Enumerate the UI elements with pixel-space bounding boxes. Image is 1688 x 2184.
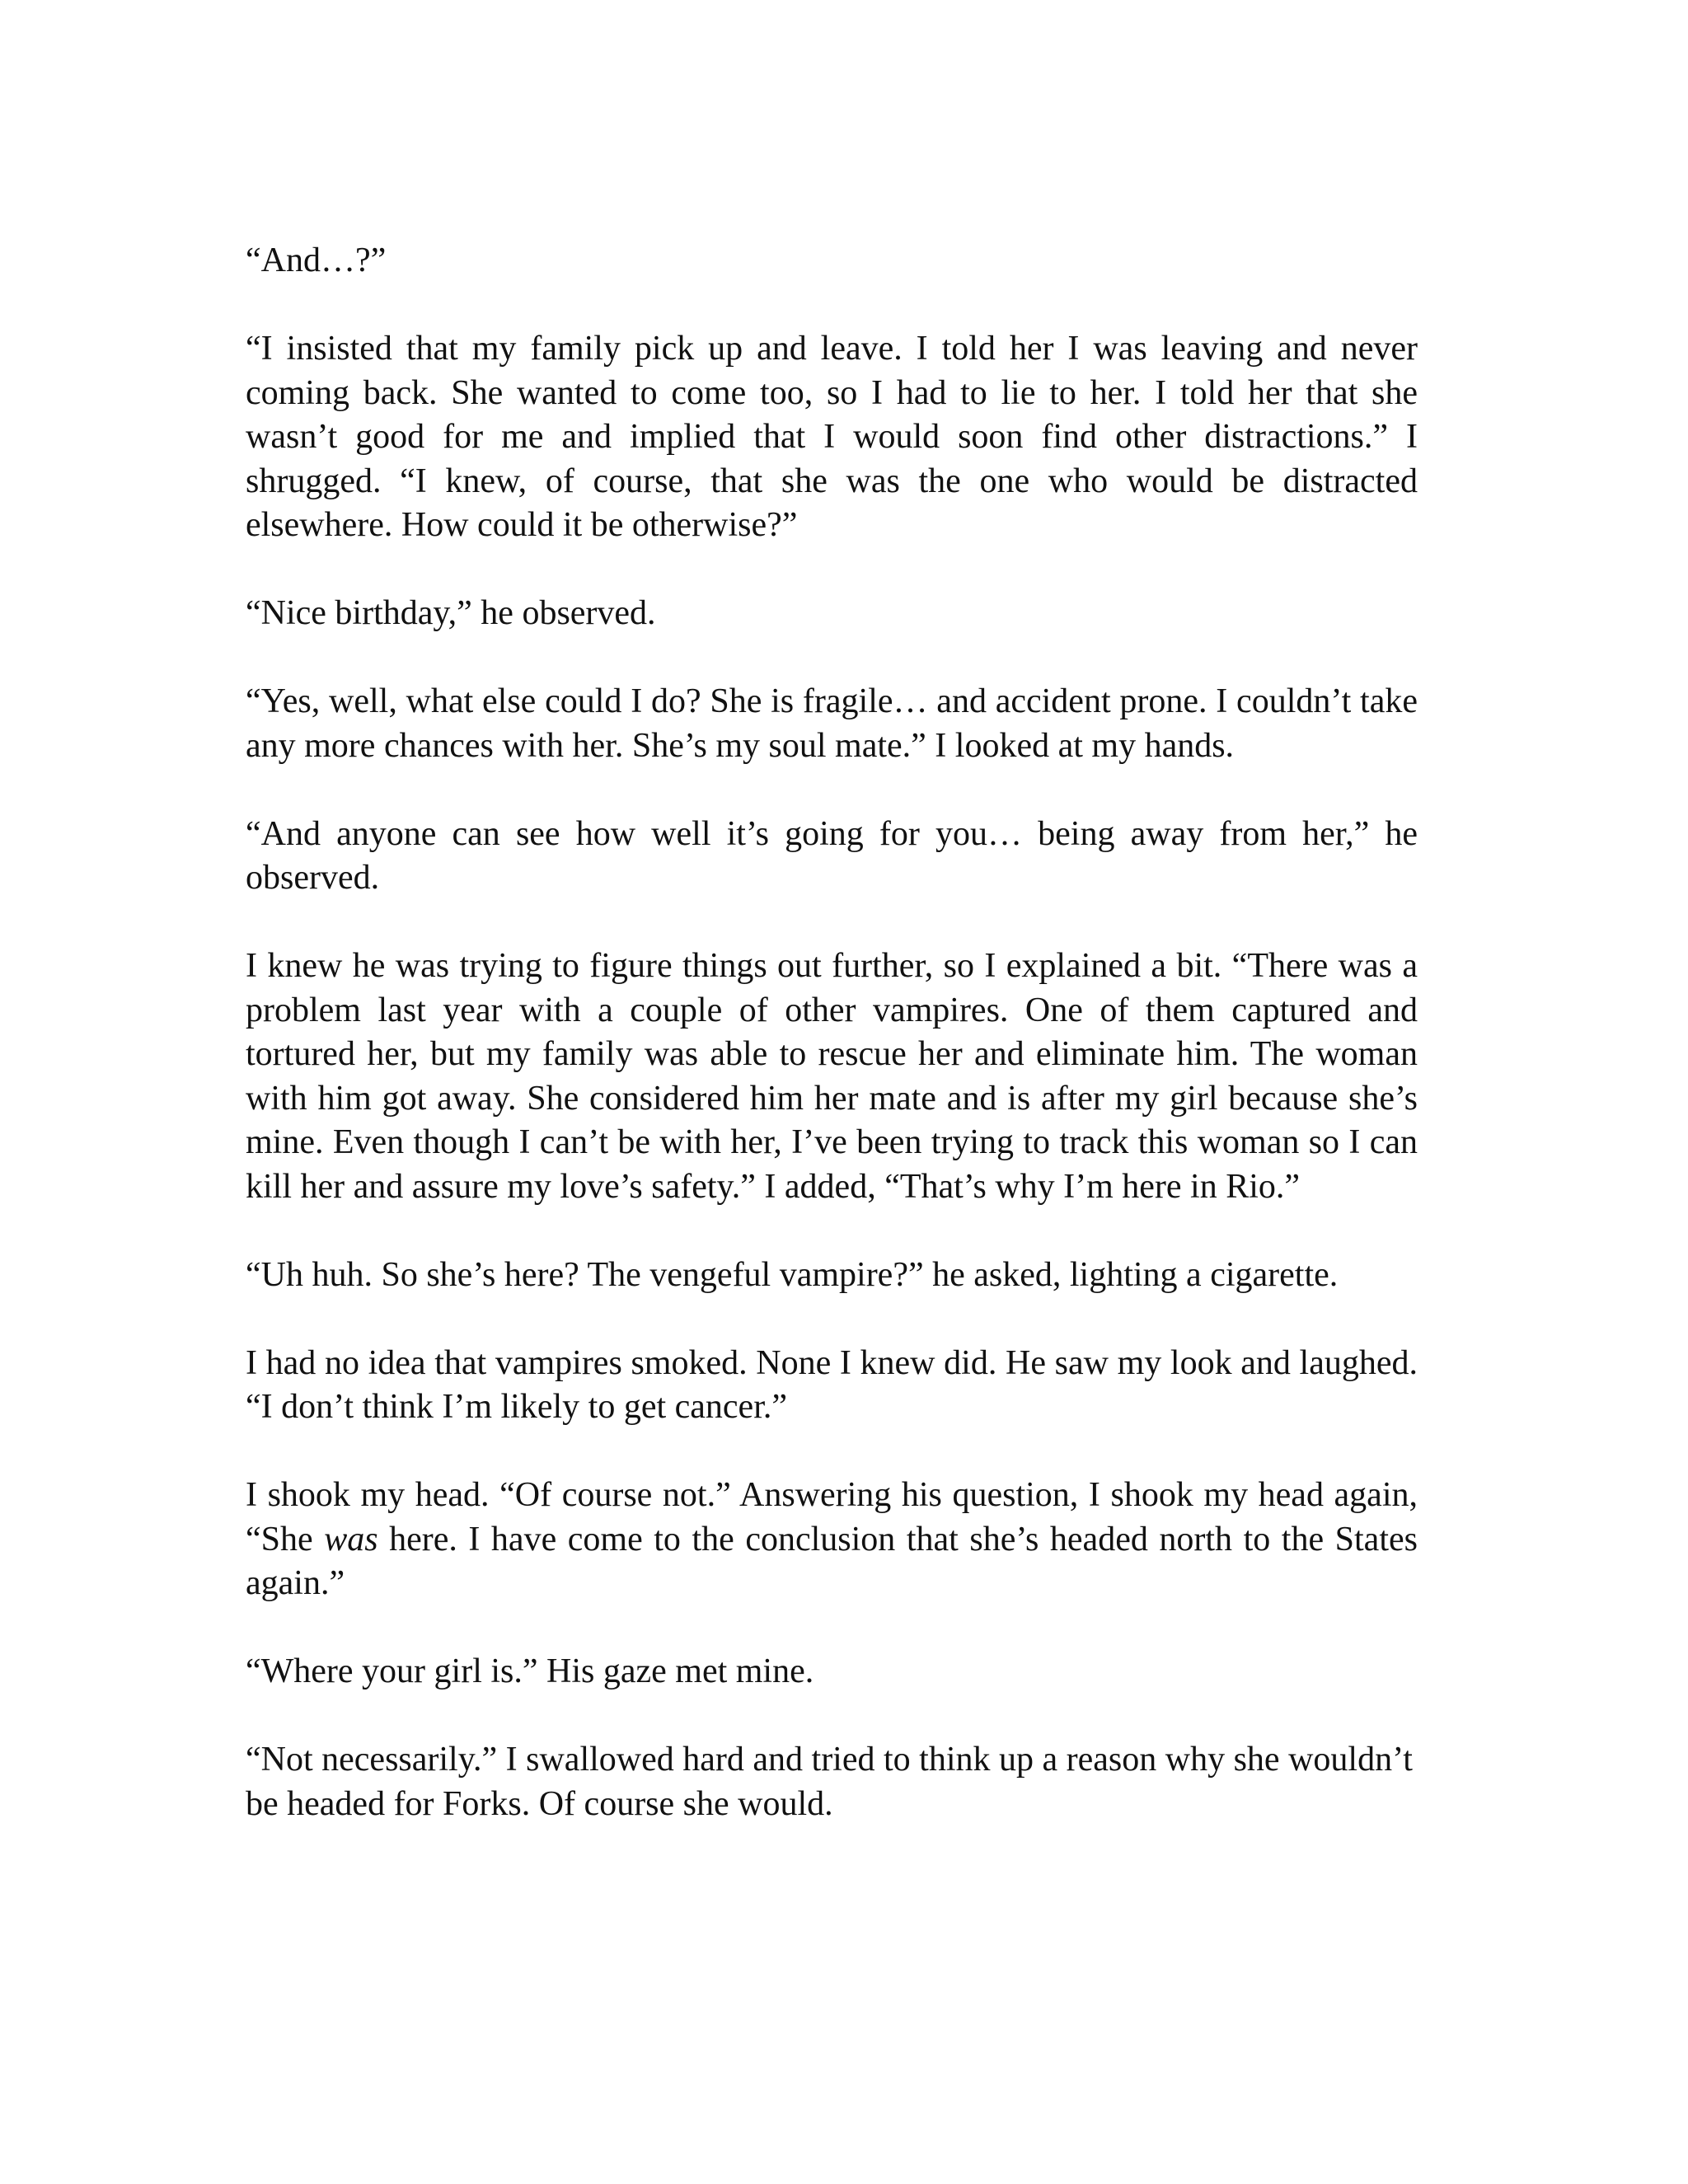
paragraph-5: “And anyone can see how well it’s going for you… being away from her,” he observed. [246,814,1418,897]
document-body [246,239,1418,1826]
paragraph-8: I had no idea that vampires smoked. None I knew did. He saw my look and laughed. “I don’t think I’m likely to get cancer.” [246,1343,1418,1426]
paragraph-3: “Nice birthday,” he observed. [246,594,656,632]
paragraph-4: “Yes, well, what else could I do? She is fragile… and accident prone. I couldn’t take any more chances with her. She’s my soul mate.” I looked at my hands. [246,682,1418,765]
paragraph-2: “I insisted that my family pick up and leave. I told her I was leaving and never coming back. She wanted to come too, so I had to lie to her. I told her that she wasn’t good for me and implied that I would soon find other distractions.” I shrugged. “I knew, of course, that she was the one who would be distracted elsewhere. How could it be otherwise?” [246,330,1418,544]
paragraph-1: “And…?” [246,241,387,279]
paragraph-10: “Where your girl is.” His gaze met mine. [246,1652,814,1690]
paragraph-9-before: I shook my head. “Of course not.” Answering his question, I shook my head again, “She [246,1476,1418,1558]
paragraph-9-emphasis: was [324,1520,378,1558]
paragraph-9 [246,1474,1418,1606]
paragraph-7: “Uh huh. So she’s here? The vengeful vampire?” he asked, lighting a cigarette. [246,1255,1339,1294]
paragraph-6: I knew he was trying to figure things out further, so I explained a bit. “There was a problem last year with a couple of other vampires. One of them captured and tortured her, but my family was able to rescue her and eliminate him. The woman with him got away. She considered him her mate and is after my girl because she’s mine. Even though I can’t be with her, I’ve been trying to track this woman so I can kill her and assure my love’s safety.” I added, “That’s why I’m here in Rio.” [246,947,1418,1206]
paragraph-11: “Not necessarily.” I swallowed hard and tried to think up a reason why she wouldn’t be headed for Forks. Of course she would. [246,1741,1413,1823]
paragraph-9-after: here. I have come to the conclusion that she’s headed north to the States again.” [246,1520,1418,1602]
